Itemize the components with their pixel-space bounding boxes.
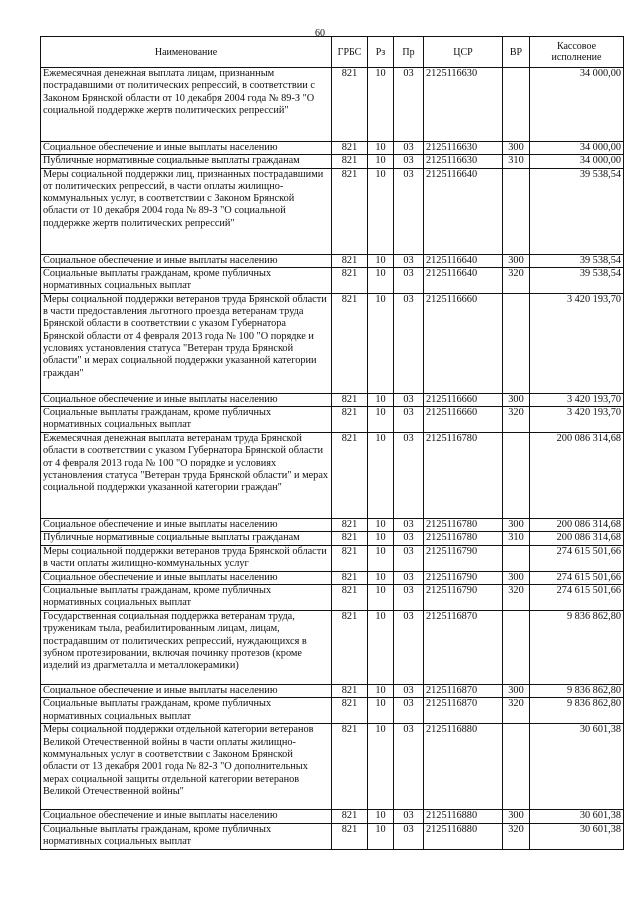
cell-rz: 10 xyxy=(368,585,394,611)
cell-grbs: 821 xyxy=(332,545,368,571)
table-row xyxy=(41,68,624,142)
cell-pr: 03 xyxy=(394,823,424,849)
cell-csr: 2125116870 xyxy=(424,698,503,724)
cell-rz: 10 xyxy=(368,823,394,849)
cell-grbs: 821 xyxy=(332,685,368,698)
cell-pr: 03 xyxy=(394,571,424,584)
cell-sum: 34 000,00 xyxy=(530,68,624,142)
cell-sum: 3 420 193,70 xyxy=(530,393,624,406)
table-row xyxy=(41,168,624,254)
cell-csr: 2125116880 xyxy=(424,810,503,823)
cell-vr: 320 xyxy=(503,267,530,293)
cell-pr: 03 xyxy=(394,155,424,168)
cell-grbs: 821 xyxy=(332,585,368,611)
cell-grbs: 821 xyxy=(332,267,368,293)
cell-pr: 03 xyxy=(394,254,424,267)
cell-rz: 10 xyxy=(368,611,394,685)
table-row xyxy=(41,155,624,168)
cell-csr: 2125116660 xyxy=(424,407,503,433)
cell-sum: 200 086 314,68 xyxy=(530,532,624,545)
cell-pr: 03 xyxy=(394,545,424,571)
cell-pr: 03 xyxy=(394,724,424,810)
cell-rz: 10 xyxy=(368,168,394,254)
cell-vr xyxy=(503,68,530,142)
cell-sum: 200 086 314,68 xyxy=(530,519,624,532)
table-row xyxy=(41,519,624,532)
cell-csr: 2125116870 xyxy=(424,611,503,685)
cell-csr: 2125116780 xyxy=(424,433,503,519)
table-row xyxy=(41,823,624,849)
cell-csr: 2125116790 xyxy=(424,585,503,611)
cell-vr: 310 xyxy=(503,532,530,545)
cell-sum: 30 601,38 xyxy=(530,724,624,810)
cell-csr: 2125116880 xyxy=(424,724,503,810)
cell-grbs: 821 xyxy=(332,393,368,406)
cell-vr: 320 xyxy=(503,698,530,724)
table-row xyxy=(41,698,624,724)
table-row xyxy=(41,142,624,155)
table-row xyxy=(41,724,624,810)
cell-grbs: 821 xyxy=(332,293,368,393)
cell-pr: 03 xyxy=(394,611,424,685)
cell-pr: 03 xyxy=(394,68,424,142)
cell-sum: 9 836 862,80 xyxy=(530,611,624,685)
cell-grbs: 821 xyxy=(332,142,368,155)
table-row xyxy=(41,267,624,293)
cell-rz: 10 xyxy=(368,433,394,519)
cell-sum: 30 601,38 xyxy=(530,823,624,849)
cell-csr: 2125116630 xyxy=(424,155,503,168)
table-row xyxy=(41,585,624,611)
cell-rz: 10 xyxy=(368,698,394,724)
table-row xyxy=(41,532,624,545)
cell-rz: 10 xyxy=(368,155,394,168)
cell-name: Государственная социальная поддержка ветеранам труда, труженикам тыла, реабилитированным лицам, лицам, пострадавшим от политических репрессий, нуждающихся в зубном протезировании, включая починку протезов (кроме изделий из драгметалла и металлокерамики) xyxy=(41,611,332,685)
cell-grbs: 821 xyxy=(332,155,368,168)
cell-vr: 300 xyxy=(503,393,530,406)
cell-vr: 300 xyxy=(503,142,530,155)
cell-vr xyxy=(503,433,530,519)
cell-name: Публичные нормативные социальные выплаты гражданам xyxy=(41,155,332,168)
cell-vr: 320 xyxy=(503,407,530,433)
cell-name: Социальное обеспечение и иные выплаты населению xyxy=(41,810,332,823)
cell-grbs: 821 xyxy=(332,724,368,810)
cell-name: Социальные выплаты гражданам, кроме публичных нормативных социальных выплат xyxy=(41,267,332,293)
cell-name: Социальные выплаты гражданам, кроме публичных нормативных социальных выплат xyxy=(41,585,332,611)
cell-grbs: 821 xyxy=(332,407,368,433)
header-rz: Рз xyxy=(368,37,394,68)
cell-sum: 9 836 862,80 xyxy=(530,685,624,698)
cell-csr: 2125116640 xyxy=(424,254,503,267)
cell-grbs: 821 xyxy=(332,433,368,519)
table-row xyxy=(41,293,624,393)
cell-csr: 2125116640 xyxy=(424,267,503,293)
cell-csr: 2125116790 xyxy=(424,545,503,571)
cell-sum: 39 538,54 xyxy=(530,254,624,267)
cell-rz: 10 xyxy=(368,571,394,584)
cell-csr: 2125116780 xyxy=(424,519,503,532)
cell-name: Социальное обеспечение и иные выплаты населению xyxy=(41,142,332,155)
cell-vr: 300 xyxy=(503,571,530,584)
cell-vr: 300 xyxy=(503,810,530,823)
cell-rz: 10 xyxy=(368,68,394,142)
cell-vr: 300 xyxy=(503,685,530,698)
cell-vr: 320 xyxy=(503,585,530,611)
cell-csr: 2125116630 xyxy=(424,68,503,142)
cell-name: Социальное обеспечение и иные выплаты населению xyxy=(41,571,332,584)
cell-name: Социальное обеспечение и иные выплаты населению xyxy=(41,393,332,406)
table-row xyxy=(41,433,624,519)
cell-sum: 274 615 501,66 xyxy=(530,545,624,571)
header-csr: ЦСР xyxy=(424,37,503,68)
cell-sum: 200 086 314,68 xyxy=(530,433,624,519)
cell-grbs: 821 xyxy=(332,532,368,545)
page-number: 60 xyxy=(315,28,325,39)
cell-sum: 34 000,00 xyxy=(530,142,624,155)
cell-grbs: 821 xyxy=(332,571,368,584)
cell-vr xyxy=(503,545,530,571)
cell-name: Меры социальной поддержки отдельной категории ветеранов Великой Отечественной войны в части оплаты жилищно-коммунальных услуг в соответствии с Законом Брянской области от 13 декабря 2001 года № 82-З "О дополнительных мерах социальной защиты отдельной категории ветеранов Великой Отечественной войны" xyxy=(41,724,332,810)
cell-rz: 10 xyxy=(368,393,394,406)
header-sum: Кассовое исполнение xyxy=(530,37,624,68)
cell-rz: 10 xyxy=(368,267,394,293)
cell-name: Социальные выплаты гражданам, кроме публичных нормативных социальных выплат xyxy=(41,698,332,724)
cell-vr xyxy=(503,611,530,685)
cell-rz: 10 xyxy=(368,685,394,698)
cell-grbs: 821 xyxy=(332,519,368,532)
cell-rz: 10 xyxy=(368,519,394,532)
cell-pr: 03 xyxy=(394,698,424,724)
cell-vr: 320 xyxy=(503,823,530,849)
cell-name: Меры социальной поддержки лиц, признанных пострадавшими от политических репрессий, в части оплаты жилищно-коммунальных услуг, в соответствии с Законом Брянской области от 10 декабря 2004 года № 89-З "О социальной поддержке жертв политических репрессий" xyxy=(41,168,332,254)
cell-name: Публичные нормативные социальные выплаты гражданам xyxy=(41,532,332,545)
cell-rz: 10 xyxy=(368,810,394,823)
cell-pr: 03 xyxy=(394,433,424,519)
cell-csr: 2125116790 xyxy=(424,571,503,584)
cell-name: Ежемесячная денежная выплата лицам, признанным пострадавшими от политических репрессий, в соответствии с Законом Брянской области от 10 декабря 2004 года № 89-З "О социальной поддержке жертв политических репрессий" xyxy=(41,68,332,142)
cell-vr xyxy=(503,168,530,254)
cell-sum: 274 615 501,66 xyxy=(530,585,624,611)
cell-pr: 03 xyxy=(394,585,424,611)
cell-pr: 03 xyxy=(394,532,424,545)
table-row xyxy=(41,571,624,584)
cell-name: Социальные выплаты гражданам, кроме публичных нормативных социальных выплат xyxy=(41,823,332,849)
header-name: Наименование xyxy=(41,37,332,68)
cell-name: Меры социальной поддержки ветеранов труда Брянской области в части предоставления льготного проезда ветеранам труда Брянской области в соответствии с указом Губернатора Брянской области от 4 февраля 2013 года № 100 "О порядке и условиях установления статуса "Ветеран труда Брянской области" и мерах социальной поддержки указанной категории граждан" xyxy=(41,293,332,393)
cell-vr xyxy=(503,724,530,810)
cell-sum: 30 601,38 xyxy=(530,810,624,823)
table-row xyxy=(41,254,624,267)
cell-sum: 39 538,54 xyxy=(530,168,624,254)
cell-rz: 10 xyxy=(368,142,394,155)
cell-pr: 03 xyxy=(394,393,424,406)
cell-name: Социальное обеспечение и иные выплаты населению xyxy=(41,685,332,698)
cell-sum: 39 538,54 xyxy=(530,267,624,293)
cell-pr: 03 xyxy=(394,519,424,532)
cell-pr: 03 xyxy=(394,407,424,433)
cell-pr: 03 xyxy=(394,810,424,823)
cell-pr: 03 xyxy=(394,168,424,254)
cell-pr: 03 xyxy=(394,267,424,293)
cell-rz: 10 xyxy=(368,532,394,545)
cell-grbs: 821 xyxy=(332,611,368,685)
cell-sum: 9 836 862,80 xyxy=(530,698,624,724)
table-body xyxy=(41,68,624,850)
cell-name: Меры социальной поддержки ветеранов труда Брянской области в части оплаты жилищно-коммунальных услуг xyxy=(41,545,332,571)
cell-csr: 2125116660 xyxy=(424,293,503,393)
cell-grbs: 821 xyxy=(332,823,368,849)
cell-rz: 10 xyxy=(368,724,394,810)
cell-vr: 300 xyxy=(503,254,530,267)
cell-sum: 34 000,00 xyxy=(530,155,624,168)
table-row xyxy=(41,545,624,571)
cell-vr: 310 xyxy=(503,155,530,168)
cell-grbs: 821 xyxy=(332,168,368,254)
cell-rz: 10 xyxy=(368,545,394,571)
table-row xyxy=(41,393,624,406)
cell-name: Ежемесячная денежная выплата ветеранам труда Брянской области в соответствии с указом Губернатора Брянской области от 4 февраля 2013 года № 100 "О порядке и условиях установления статуса "Ветеран труда Брянской области" и мерах социальной поддержки указанной категории граждан" xyxy=(41,433,332,519)
cell-sum: 3 420 193,70 xyxy=(530,293,624,393)
cell-name: Социальное обеспечение и иные выплаты населению xyxy=(41,254,332,267)
cell-grbs: 821 xyxy=(332,68,368,142)
cell-vr: 300 xyxy=(503,519,530,532)
cell-csr: 2125116880 xyxy=(424,823,503,849)
cell-csr: 2125116870 xyxy=(424,685,503,698)
cell-pr: 03 xyxy=(394,685,424,698)
cell-grbs: 821 xyxy=(332,254,368,267)
cell-sum: 274 615 501,66 xyxy=(530,571,624,584)
cell-sum: 3 420 193,70 xyxy=(530,407,624,433)
table-row xyxy=(41,407,624,433)
header-vr: ВР xyxy=(503,37,530,68)
cell-csr: 2125116780 xyxy=(424,532,503,545)
cell-rz: 10 xyxy=(368,254,394,267)
budget-execution-table xyxy=(40,36,624,850)
cell-pr: 03 xyxy=(394,142,424,155)
table-row xyxy=(41,611,624,685)
cell-csr: 2125116640 xyxy=(424,168,503,254)
table-row xyxy=(41,685,624,698)
cell-rz: 10 xyxy=(368,407,394,433)
cell-csr: 2125116660 xyxy=(424,393,503,406)
cell-rz: 10 xyxy=(368,293,394,393)
cell-name: Социальные выплаты гражданам, кроме публичных нормативных социальных выплат xyxy=(41,407,332,433)
cell-grbs: 821 xyxy=(332,810,368,823)
cell-name: Социальное обеспечение и иные выплаты населению xyxy=(41,519,332,532)
table-header-row xyxy=(41,37,624,68)
cell-pr: 03 xyxy=(394,293,424,393)
header-pr: Пр xyxy=(394,37,424,68)
table-row xyxy=(41,810,624,823)
cell-grbs: 821 xyxy=(332,698,368,724)
cell-vr xyxy=(503,293,530,393)
header-grbs: ГРБС xyxy=(332,37,368,68)
cell-csr: 2125116630 xyxy=(424,142,503,155)
